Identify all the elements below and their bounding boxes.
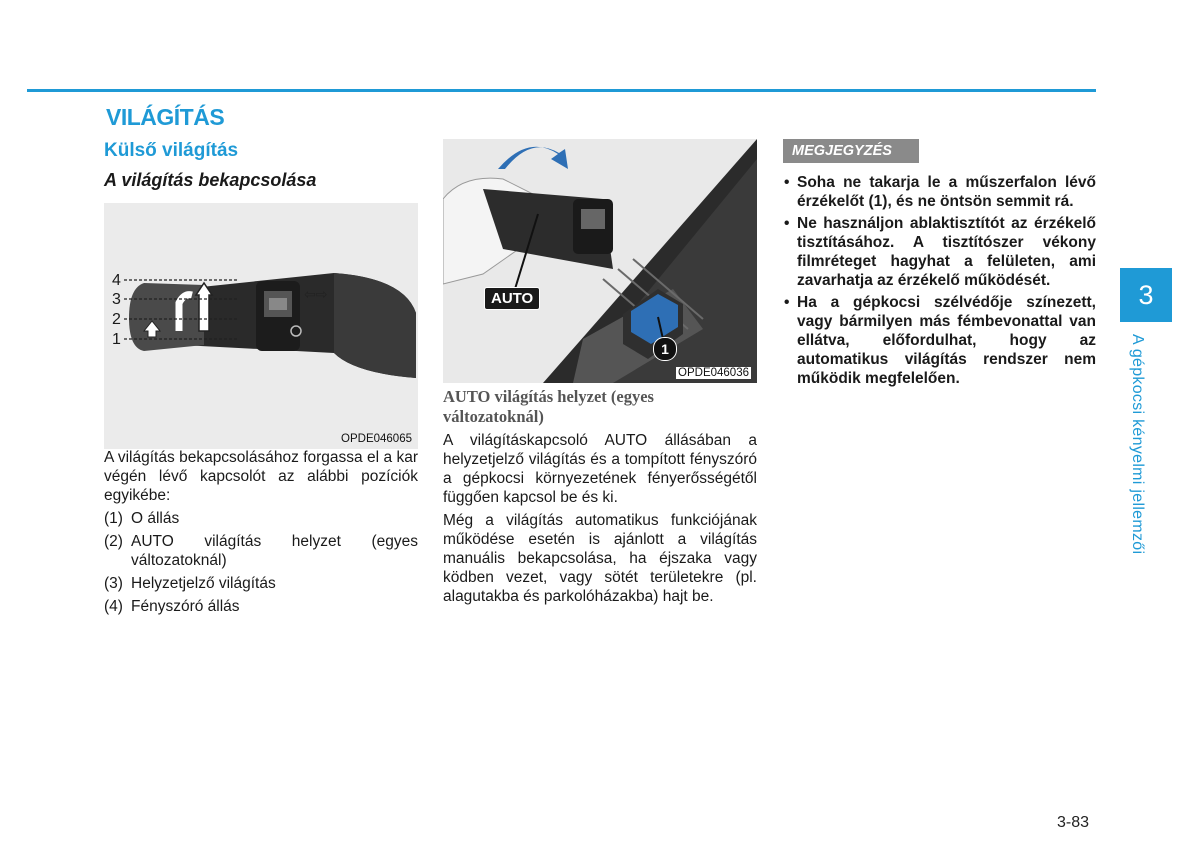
note-badge: MEGJEGYZÉS xyxy=(783,139,919,163)
note-item: • Ne használjon ablaktisztítót az érzékelő tisztításához. A tisztítószer vékony filmréteget hagyhat a felületen, ami zavarhatja az érzékelő működését. xyxy=(783,214,1096,290)
header-rule xyxy=(27,89,1096,92)
position-label-2: 2 xyxy=(112,311,121,328)
paragraph: A világításkapcsoló AUTO állásában a helyzetjelző világítás és a tompított fényszóró a gépkocsi környezetének fényerősségétől függően kapcsol be és ki. xyxy=(443,432,757,506)
subsection-title: Külső világítás xyxy=(104,140,239,161)
column-1-text xyxy=(104,448,418,620)
figure-code: OPDE046036 xyxy=(678,367,749,379)
figure-code: OPDE046065 xyxy=(341,433,412,445)
paragraph: Még a világítás automatikus funkciójának működése esetén is ajánlott a világítás manuális bekapcsolása, ha éjszaka vagy ködben vezet, vagy sötét területekre (pl. alagutakba és parkolóházakba) hajt be. xyxy=(443,512,757,605)
intro-paragraph: A világítás bekapcsolásához forgassa el a kar végén lévő kapcsolót az alábbi pozíciók egyikébe: xyxy=(104,449,418,504)
section-title: VILÁGÍTÁS xyxy=(106,104,225,130)
svg-text:⇦⇨: ⇦⇨ xyxy=(304,287,328,303)
chapter-tab[interactable]: 3 xyxy=(1120,268,1172,322)
note-item: • Soha ne takarja le a műszerfalon lévő érzékelőt (1), és ne öntsön semmit rá. xyxy=(783,173,1096,211)
column-2-text xyxy=(443,431,757,610)
list-item: (1) O állás xyxy=(104,510,180,527)
position-label-4: 4 xyxy=(112,272,121,289)
light-switch-stalk-drawing xyxy=(104,203,418,449)
chapter-title xyxy=(1126,334,1148,574)
list-item: (4) Fényszóró állás xyxy=(104,598,240,615)
topic-title: A világítás bekapcsolása xyxy=(104,170,317,190)
chapter-title-text: A gépkocsi kényelmi jellemzői xyxy=(1129,334,1146,555)
figure-caption: AUTO világítás helyzet (egyes változatoknál) xyxy=(443,387,654,426)
list-item: (2) AUTO világítás helyzet (egyes változatoknál) xyxy=(104,533,418,569)
page-number: 3-83 xyxy=(1057,814,1090,831)
note-list xyxy=(783,173,1096,391)
position-label-3: 3 xyxy=(112,291,121,308)
auto-light-illustration xyxy=(443,139,757,383)
auto-sensor-drawing xyxy=(443,139,757,383)
position-list xyxy=(104,509,418,616)
position-label-1: 1 xyxy=(112,331,121,348)
list-item: (3) Helyzetjelző világítás xyxy=(104,575,276,592)
note-item: • Ha a gépkocsi szélvédője színezett, vagy bármilyen más fémbevonattal van ellátva, előfordulhat, hogy az automatikus világítás rendszer nem működik megfelelően. xyxy=(783,293,1096,388)
auto-label: AUTO xyxy=(484,287,540,310)
sensor-callout-badge: 1 xyxy=(653,337,677,361)
light-switch-illustration xyxy=(104,203,418,449)
